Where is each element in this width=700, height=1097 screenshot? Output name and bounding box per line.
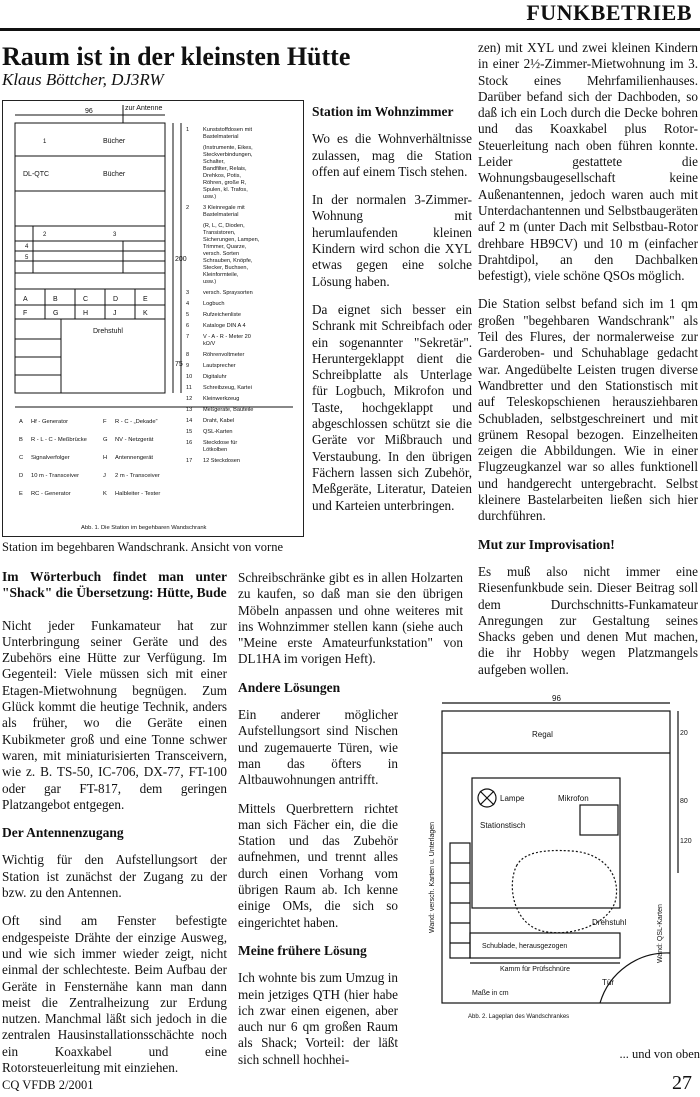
fig2-label-dim80: 80	[680, 798, 688, 805]
fig1-label-buecher1: Bücher	[103, 138, 126, 145]
col2-paragraph-3: Da eignet sich besser ein Schrank mit Schreibfach oder ein sogenannter "Sekretär". Heruntergeklappt dient die Schreibplatte als Unterlage für Logbuch, Mikrofon und Taste, hochgeklappt und abgeschlossen schützt sie die Geräte vor Mißbrauch und Verstaubung. In den übrigen Fächern lassen sich Zubehör, Meßgeräte, Literatur, Dateien und Karteien unterbringen.	[312, 301, 472, 513]
fig1-equipment-key: E	[19, 491, 23, 497]
lead-text: Im Wörterbuch findet man unter "Shack" die Übersetzung: Hütte, Bude	[2, 569, 227, 601]
fig1-legend-text: versch. Sorten	[203, 251, 240, 257]
heading-station-wohnzimmer: Station im Wohnzimmer	[312, 104, 454, 119]
fig1-letter-h: H	[83, 310, 89, 317]
col3-paragraph-2: Die Station selbst befand sich im 1 qm großen "begehbaren Wandschrank" als Teil des Flures, der normalerweise zur Garderoben- und Schuhablage gedacht war. Angedübelte Leisten trugen diverse Wandbretter und den Stationstisch mit auf Teleskopschienen herausziehbaren Schubladen, selbstgeschreinert und mit grünem Resopal bezogen. Einzelheiten zeigen die Abbildungen. Wie in einer Flugzeugkanzel war so alles funktionell und handgerecht untergebracht. Selbst kleinere Bastelarbeiten ließen sich hier durchführen.	[478, 296, 698, 524]
fig1-shelf-number: 4	[25, 244, 29, 250]
fig1-label-height: 200	[175, 256, 187, 263]
fig1-legend-text: Bandfilter, Relais,	[203, 166, 247, 172]
figure-1	[2, 100, 304, 537]
col2-paragraph-5: Ein anderer möglicher Aufstellungsort sind Nischen und zugemauerte Türen, wie man das öfters in Altbauwohnungen antrifft.	[238, 707, 398, 788]
fig1-legend-number: 5	[186, 312, 190, 318]
fig1-legend-text: V - A - R - Meter 20	[203, 334, 251, 340]
figure-2-drawing	[412, 693, 698, 1043]
fig1-legend-number: 13	[186, 407, 193, 413]
article-title: Raum ist in der kleinsten Hütte	[2, 42, 351, 71]
fig1-legend-number: 10	[186, 374, 193, 380]
fig1-equipment-label: Antennengerät	[115, 455, 154, 461]
fig1-equipment-label: R - C - „Dekade“	[115, 419, 158, 425]
fig2-label-dim120: 120	[680, 838, 692, 845]
fig1-legend-number: 17	[186, 458, 193, 464]
fig2-label-regal: Regal	[532, 730, 553, 739]
fig1-letter-d: D	[113, 296, 119, 303]
fig1-legend-text: Kunststoffdosen mit	[203, 127, 253, 133]
fig1-legend-number: 4	[186, 301, 190, 307]
fig1-legend-text: Schalter,	[203, 159, 225, 165]
column-1	[2, 569, 227, 1088]
fig1-legend-text: (R, L, C, Dioden,	[203, 223, 245, 229]
fig1-legend-text: versch. Spraysorten	[203, 290, 253, 296]
fig1-letter-j: J	[113, 310, 117, 317]
fig1-legend-number: 8	[186, 352, 190, 358]
col2-paragraph-6: Mittels Querbrettern richtet man sich Fächer ein, die die Station und das Zubehör aufnehmen, und trennt alles durch einen Vorhang vom übrigen Raum ab. Ich kenne einige OMs, die sich so eingerichtet haben.	[238, 800, 398, 930]
fig2-inner-caption: Abb. 2. Lageplan des Wandschrankes	[468, 1014, 570, 1020]
fig1-legend-text: Digitaluhr	[203, 374, 227, 380]
fig1-equipment-key: B	[19, 437, 23, 443]
fig1-shelf-number: 1	[43, 139, 47, 145]
fig1-legend-number: 12	[186, 396, 193, 402]
fig1-inner-caption: Abb. 1. Die Station im begehbaren Wandschrank	[81, 525, 207, 531]
fig1-equipment-key: F	[103, 419, 107, 425]
fig1-legend-text: Kleinformteile,	[203, 272, 239, 278]
heading-improvisation: Mut zur Improvisation!	[478, 536, 615, 552]
fig1-legend-number: 6	[186, 323, 190, 329]
fig1-letter-f: F	[23, 310, 28, 317]
fig1-letter-g: G	[53, 310, 59, 317]
fig1-legend-text: Spulen, kl. Trafos,	[203, 187, 248, 193]
fig1-equipment-label: R - L - C - Meßbrücke	[31, 437, 87, 443]
fig1-shelf-number: 2	[43, 232, 47, 238]
fig2-label-wall-left: Wand: versch. Karten u. Unterlagen	[429, 821, 436, 933]
fig1-legend-text: Bastelmaterial	[203, 212, 239, 218]
fig1-legend-text: Kataloge DIN A 4	[203, 323, 246, 329]
fig1-legend-number: 15	[186, 429, 193, 435]
fig1-equipment-label: Hf - Generator	[31, 419, 69, 425]
fig1-equipment-key: C	[19, 455, 24, 461]
fig1-equipment-key: K	[103, 491, 107, 497]
fig1-legend-text: kΩ/V	[203, 341, 216, 347]
figure-2	[412, 693, 698, 1043]
fig1-equipment-key: D	[19, 473, 24, 479]
figure-2-caption: ... und von oben	[619, 1047, 700, 1061]
fig1-legend-text: Meßgeräte, Bauteile	[203, 407, 254, 413]
col2-paragraph-7: Ich wohnte bis zum Umzug in mein jetziges QTH (hier habe ich zwar einen eigenen, aber auch nur 6 qm großen Raum als Shack; Vorteil: der läßt sich schnell hochhei-	[238, 970, 398, 1067]
fig1-legend-text: Sicherungen, Lampen,	[203, 237, 260, 243]
column-2-top	[312, 104, 472, 526]
fig1-label-width: 96	[85, 108, 93, 115]
fig1-letter-e: E	[143, 296, 148, 303]
fig1-equipment-label: Halbleiter - Tester	[115, 491, 161, 497]
fig2-label-masse: Maße in cm	[472, 990, 509, 997]
fig1-legend-text: Trimmer, Quarze,	[203, 244, 247, 250]
fig1-shelf-number: 5	[25, 255, 29, 261]
section-header: FUNKBETRIEB	[526, 0, 692, 25]
fig1-equipment-label: NV - Netzgerät	[115, 437, 154, 443]
fig1-legend-text: usw.)	[203, 279, 217, 285]
fig1-equipment-label: 10 m - Transceiver	[31, 473, 79, 479]
col3-paragraph-1: zen) mit XYL und zwei kleinen Kindern in einer 2½-Zimmer-Mietwohnung im 3. Stock eines Mehrfamilienhauses. Darüber befand sich der Dachboden, so daß ich ein Loch durch die Decke bohren und das Koaxkabel plus Rotor-Steuerleitung nach oben führen konnte. Leider gestattete die Wohnungsbaugesellschaft keine Außenantennen, jedoch waren auch mit Unterdachantennen und Selbstbaugeräten auf 2 m (unter Dach mit Selbstbau-Rotor drehbare HB9CV) und 10 m (einfacher Drahtdipol, an den Dachbalken befestigt), viele schöne QSOs möglich.	[478, 40, 698, 284]
fig1-equipment-key: H	[103, 455, 108, 461]
col1-paragraph-3: Oft sind am Fenster befestigte endgespeiste Drähte der einzige Ausweg, und wie sich immer wieder zeigt, nicht einmal der schlechteste. Beim Aufbau der Geräte in Fensternähe kann man dann meist die Zentralheizung zur Erdung nutzen. Manchmal läßt sich jedoch in die zentralen Hausinstallationsschächte noch ein Koaxkabel und eine Rotorsteuerleitung mit einziehen.	[2, 913, 227, 1076]
fig1-legend-text: Lötkolben	[203, 447, 228, 453]
fig1-legend-text: Röhrenvoltmeter	[203, 352, 245, 358]
fig1-shelf-number: 3	[113, 232, 117, 238]
fig1-legend-text: Steckdose für	[203, 440, 238, 446]
article-author: Klaus Böttcher, DJ3RW	[2, 70, 164, 89]
fig1-legend-text: Drehkos, Potis,	[203, 173, 241, 179]
col2-paragraph-1: Wo es die Wohnverhältnisse zulassen, mag die Station offen auf einem Tisch stehen.	[312, 131, 472, 179]
fig2-label-dim20: 20	[680, 730, 688, 737]
fig1-legend-number: 9	[186, 363, 190, 369]
fig1-label-buecher2: Bücher	[103, 171, 126, 178]
fig1-legend-text: Stecker, Buchsen,	[203, 265, 249, 271]
fig1-legend-text: usw.)	[203, 194, 217, 200]
fig2-label-schublade: Schublade, herausgezogen	[482, 943, 568, 950]
figure-1-caption: Station im begehbaren Wandschrank. Ansicht von vorne	[2, 540, 283, 554]
fig1-legend-number: 16	[186, 440, 193, 446]
fig1-equipment-label: Signalverfolger	[31, 455, 70, 461]
fig1-equipment-label: 2 m - Transceiver	[115, 473, 160, 479]
fig1-legend-text: Steckverbindungen,	[203, 152, 253, 158]
fig1-letter-k: K	[143, 310, 148, 317]
fig2-label-tuer: Tür	[602, 978, 614, 987]
footer-issue: CQ VFDB 2/2001	[2, 1078, 94, 1092]
fig1-legend-text: Schreibzeug, Kartei	[203, 385, 252, 391]
fig1-letter-c: C	[83, 296, 89, 303]
fig2-label-mikrofon: Mikrofon	[558, 794, 589, 803]
fig1-label-antenne: zur Antenne	[125, 105, 163, 112]
page-number: 27	[672, 1072, 692, 1094]
fig1-label-dlqtc: DL-QTC	[23, 171, 50, 178]
fig1-legend-text: Bastelmaterial	[203, 134, 239, 140]
fig1-legend-number: 1	[186, 127, 190, 133]
fig1-legend-text: Röhren, große R,	[203, 180, 247, 186]
fig1-legend-text: QSL-Karten	[203, 429, 233, 435]
col2-paragraph-4: Schreibschränke gibt es in allen Holzarten zu kaufen, so daß man sie den übrigen Möbeln anpassen und ohne weiteres mit ins Wohnzimmer stellen kann (siehe auch "Meine erste Amateurfunkstation" von DL1HA im vorigen Heft).	[238, 570, 463, 667]
fig2-label-lampe: Lampe	[500, 794, 525, 803]
fig2-label-drehstuhl: Drehstuhl	[592, 918, 627, 927]
col3-paragraph-3: Es muß also nicht immer eine Riesenfunkbude sein. Dieser Beitrag soll dem Durchschnitts-Funkamateur Anregungen zur Gestaltung seines Shacks geben und denen Mut machen, die ihr Hobby wegen Platzmangels aufgeben wollen.	[478, 563, 698, 677]
fig1-legend-number: 3	[186, 290, 190, 296]
fig1-legend-text: Schrauben, Knöpfe,	[203, 258, 253, 264]
fig1-equipment-key: A	[19, 419, 23, 425]
fig1-legend-text: Kleinwerkzeug	[203, 396, 240, 402]
fig1-legend-number: 2	[186, 205, 190, 211]
fig1-legend-text: Transistoren,	[203, 230, 236, 236]
col1-paragraph-2: Wichtig für den Aufstellungsort der Station ist zunächst der Zugang zu der bzw. zu den Antennen.	[2, 852, 227, 901]
fig2-label-stationstisch: Stationstisch	[480, 821, 526, 830]
fig1-legend-text: Lautsprecher	[203, 363, 236, 369]
col1-paragraph-1: Nicht jeder Funkamateur hat zur Unterbringung seiner Geräte und des Zubehörs eine Hütte zur Verfügung. Im Gegenteil: Viele müssen sich mit einer Etagen-Mietwohnung begnügen. Zum Glück kommt die heutige Technik, anders als früher, wo die Geräte einen Kubikmeter groß und eine Tonne schwer waren, mit miniaturisierten Transceivern, wie z. B. TS-50, IC-706, DX-77, FT-100 oder gar FT-817, dem geringen Platzangebot entgegen.	[2, 617, 227, 812]
fig1-legend-text: 12 Steckdosen	[203, 458, 241, 464]
fig1-label-drehstuhl: Drehstuhl	[93, 328, 123, 335]
heading-fruehere-loesung: Meine frühere Lösung	[238, 942, 367, 958]
fig1-legend-text: Rufzeichenliste	[203, 312, 241, 318]
fig2-label-kamm: Kamm für Prüfschnüre	[500, 966, 571, 973]
fig1-legend-number: 11	[186, 385, 192, 391]
fig1-legend-number: 14	[186, 418, 193, 424]
fig1-legend-text: (Instrumente, Eikes,	[203, 145, 253, 151]
fig2-label-width: 96	[552, 694, 561, 703]
fig1-legend-text: 3 Kleinregale mit	[203, 205, 245, 211]
col2-paragraph-2: In der normalen 3-Zimmer-Wohnung mit herumlaufenden kleinen Kindern wird schon die XYL etwas gegen eine solche Lösung haben.	[312, 192, 472, 289]
fig1-equipment-key: J	[103, 473, 106, 479]
figure-1-drawing	[3, 101, 303, 536]
fig2-label-wall-right: Wand: QSL-Karten	[657, 904, 664, 963]
fig1-legend-text: Draht, Kabel	[203, 418, 235, 424]
fig1-equipment-key: G	[103, 437, 108, 443]
fig1-legend-number: 7	[186, 334, 190, 340]
fig1-equipment-label: RC - Generator	[31, 491, 71, 497]
header-rule	[0, 28, 700, 31]
fig1-letter-a: A	[23, 296, 28, 303]
column-3	[478, 40, 698, 690]
fig1-label-lower: 75	[175, 361, 183, 368]
heading-andere-loesungen: Andere Lösungen	[238, 679, 341, 695]
fig1-letter-b: B	[53, 296, 58, 303]
heading-antennenzugang: Der Antennenzugang	[2, 825, 124, 841]
fig1-legend-text: Logbuch	[203, 301, 225, 307]
